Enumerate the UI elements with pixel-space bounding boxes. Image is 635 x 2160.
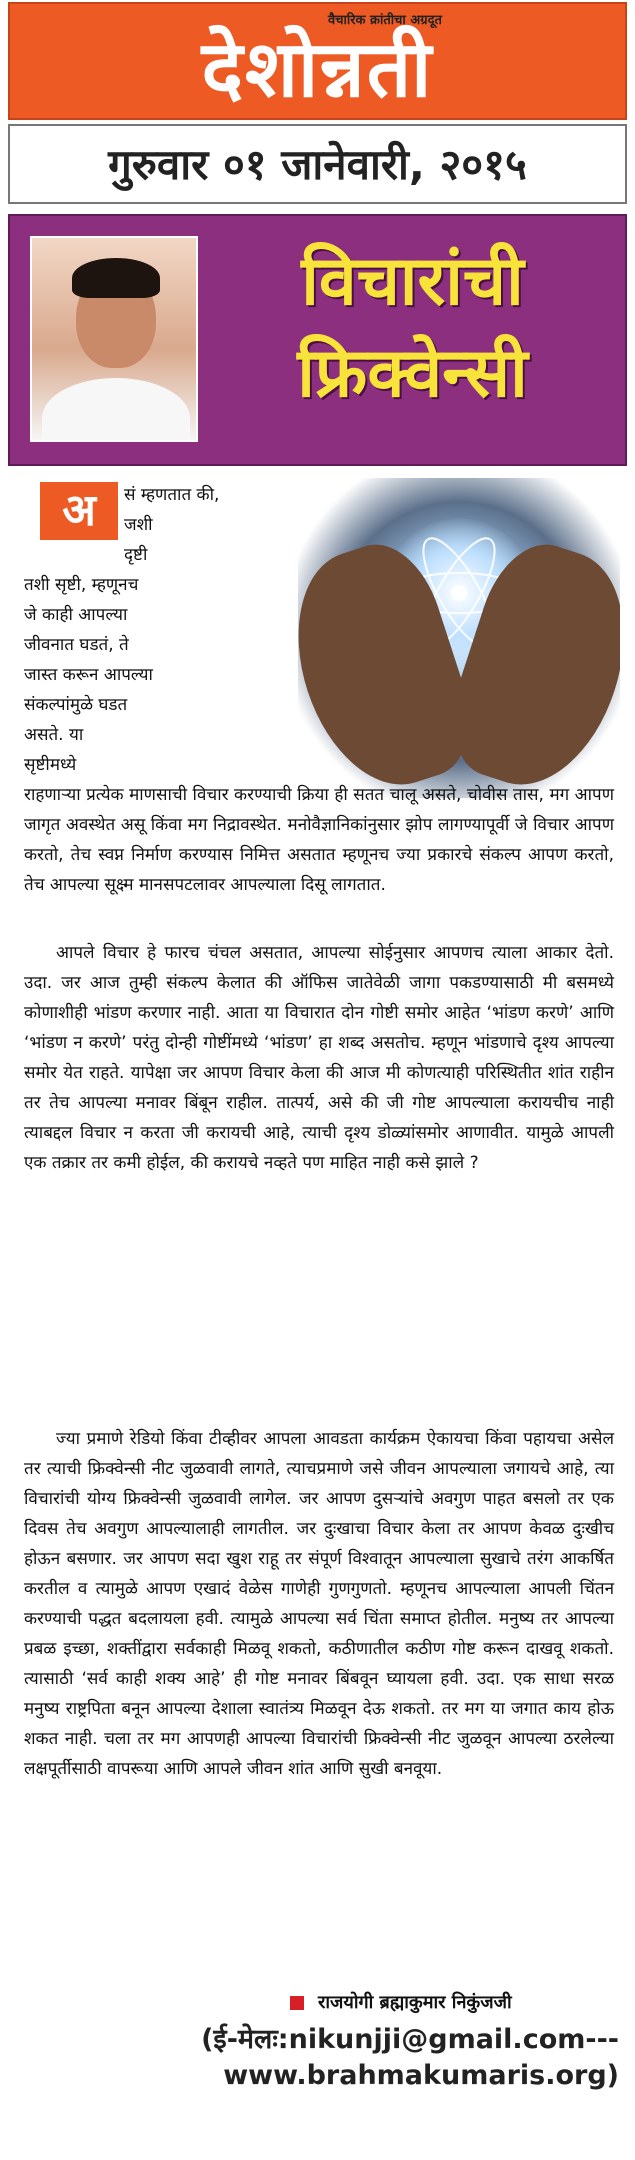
author-name: राजयोगी ब्रह्माकुमार निकुंजजी bbox=[318, 1992, 512, 2013]
masthead-tagline: वैचारिक क्रांतीचा अग्रदूत bbox=[328, 13, 442, 28]
drop-cap: अ bbox=[40, 482, 118, 540]
newspaper-logo: देशोन्नती bbox=[201, 25, 434, 115]
column-title bbox=[220, 236, 605, 420]
author-signature bbox=[290, 1990, 512, 2014]
article-intro-line-3: तशी सृष्टी, म्हणूनच bbox=[24, 575, 139, 595]
dateline bbox=[8, 124, 627, 204]
masthead bbox=[8, 2, 627, 120]
column-banner bbox=[8, 214, 627, 466]
publication-date: गुरुवार ०१ जानेवारी, २०१५ bbox=[108, 140, 527, 189]
author-photo bbox=[30, 236, 198, 442]
article-paragraph-1: राहणाऱ्या प्रत्येक माणसाची विचार करण्याची क्रिया ही सतत चालू असते, चोवीस तास, मग आपण जागृत अवस्थेत असू किंवा मग निद्रावस्थेत. मनोवैज्ञानिकांनुसार झोप लागण्यापूर्वी जे विचार आपण करतो, तेच स्वप्न निर्माण करण्यास निमित्त असतात म्हणूनच ज्या प्रकारचे संकल्प आपण करतो, तेच आपल्या सूक्ष्म मानसपटलावर आपल्याला दिसू लागतात. bbox=[24, 785, 614, 895]
article-intro-line-6: जास्त करून आपल्या bbox=[24, 665, 153, 685]
author-website: www.brahmakumaris.org) bbox=[223, 2060, 619, 2091]
author-contact bbox=[201, 2022, 619, 2094]
bullet-square-icon bbox=[290, 1996, 304, 2010]
article-paragraph-3: ज्या प्रमाणे रेडियो किंवा टीव्हीवर आपला आवडता कार्यक्रम ऐकायचा किंवा पहायचा असेल तर त्याची फ्रिक्वेन्सी नीट जुळवावी लागते, त्याचप्रमाणे जसे जीवन आपल्याला जगायचे आहे, त्या विचारांची योग्य फ्रिक्वेन्सी जुळवावी लागेल. जर आपण दुसऱ्यांचे अवगुण पाहत बसलो तर एक दिवस तेच अवगुण आपल्यालाही लागतील. जर दुःखाचा विचार केला तर आपण केवळ दुःखीच होऊन बसणार. जर आपण सदा खुश राहू तर संपूर्ण विश्वातून आपल्याला सुखाचे तरंग आकर्षित करतील व त्यामुळे आपण एखादं वेळेस गाणेही गुणगुणतो. म्हणूनच आपल्याला आपली चिंतन करण्याची पद्धत बदलायला हवी. त्यामुळे आपल्या सर्व चिंता समाप्त होतील. मनुष्य तर आपल्या प्रबळ इच्छा, शक्तींद्वारा सर्वकाही मिळवू शकतो, कठीणातील कठीण गोष्ट करून दाखवू शकतो. त्यासाठी ‘सर्व काही शक्य आहे’ ही गोष्ट मनावर बिंबवून घ्यायला हवी. उदा. एक साधा सरळ मनुष्य राष्ट्रपिता बनून आपल्या देशाला स्वातंत्र्य मिळवून देऊ शकतो. तर मग या जगात काय होऊ शकत नाही. चला तर मग आपणही आपल्या विचारांची फ्रिक्वेन्सी नीट जुळवून आपल्या ठरलेल्या लक्षपूर्तीसाठी वापरूया आणि आपले जीवन शांत आणि सुखी बनवूया. bbox=[24, 1429, 614, 1779]
article-intro-line-5: जीवनात घडतं, ते bbox=[24, 635, 129, 655]
article-intro-line-4: जे काही आपल्या bbox=[24, 605, 128, 625]
hands-atom-illustration bbox=[298, 478, 620, 798]
article-intro-line-0: सं म्हणतात की, bbox=[124, 485, 220, 505]
column-title-line-2: फ्रिक्वेन्सी bbox=[297, 334, 528, 413]
article-paragraph-2: आपले विचार हे फारच चंचल असतात, आपल्या सोईनुसार आपणच त्याला आकार देतो. उदा. जर आज तुम्ही संकल्प केलात की ऑफिस जातेवेळी जागा पकडण्यासाठी मी बसमध्ये कोणाशीही भांडण करणार नाही. आता या विचारात दोन गोष्टी समोर आहेत ‘भांडण करणे’ आणि ‘भांडण न करणे’ परंतु दोन्ही गोष्टींमध्ये ‘भांडण’ हा शब्द असतोच. म्हणून भांडणाचे दृश्य आपल्या समोर येत राहते. यापेक्षा जर आपण विचार केला की आज मी कोणत्याही परिस्थितीत शांत राहीन तर तेच आपल्या मनावर बिंबून राहील. तात्पर्य, असे की जी गोष्ट आपल्याला करायचीच नाही त्याबद्दल विचार न करता जी करायची आहे, त्याची दृश्य डोळ्यांसमोर आणावीत. यामुळे आपली एक तक्रार तर कमी होईल, की करायचे नव्हते पण माहित नाही कसे झाले ? bbox=[24, 943, 614, 1173]
article-intro-line-8: असते. या bbox=[24, 725, 84, 745]
column-title-line-1: विचारांची bbox=[301, 242, 524, 321]
article-intro-line-7: संकल्पांमुळे घडत bbox=[24, 695, 128, 715]
article-intro-line-2: दृष्टी bbox=[124, 545, 148, 565]
author-email: (ई-मेलः:nikunjji@gmail.com--- bbox=[201, 2024, 619, 2055]
article-intro-line-1: जशी bbox=[124, 515, 153, 535]
article-intro-line-9: सृष्टीमध्ये bbox=[24, 755, 77, 775]
